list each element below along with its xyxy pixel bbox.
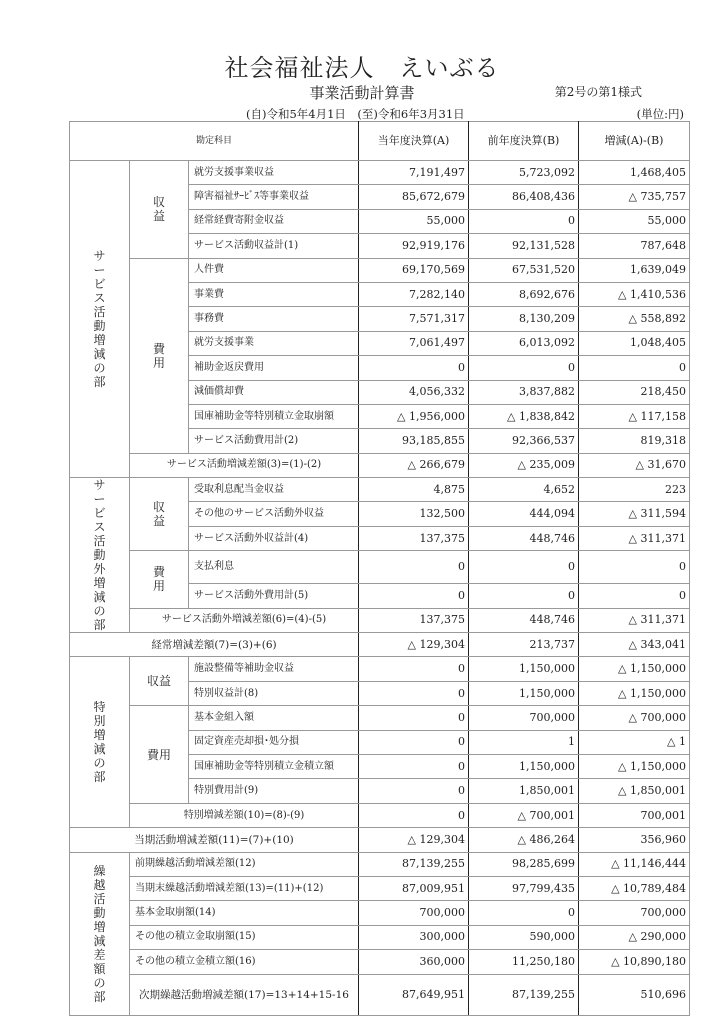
value-current: 85,672,679 — [359, 185, 469, 209]
table-row — [70, 608, 690, 632]
value-diff: △ 117,158 — [579, 404, 690, 428]
section-service-text: サービス活動増減の部 — [93, 249, 106, 390]
table-row — [70, 925, 690, 949]
account-label: 前期繰越活動増減差額(12) — [130, 852, 359, 876]
value-previous: △ 486,264 — [469, 828, 579, 852]
currency-unit: (単位:円) — [636, 107, 684, 121]
table-row — [70, 828, 690, 852]
subgroup-service-expense-text: 費用 — [152, 341, 165, 370]
final-label: 次期繰越活動増減差額(17)=13+14+15-16 — [130, 974, 359, 1015]
account-label: 就労支援事業収益 — [189, 161, 359, 185]
table-row — [70, 633, 690, 657]
value-current: 132,500 — [359, 502, 469, 526]
value-diff: 1,639,049 — [579, 258, 690, 282]
value-previous: 0 — [469, 584, 579, 608]
account-label: 当期末繰越活動増減差額(13)=(11)+(12) — [130, 876, 359, 900]
value-current: 0 — [359, 356, 469, 380]
section-nonservice-text: サービス活動外増減の部 — [93, 478, 106, 633]
section-special-text: 特別増減の部 — [93, 700, 106, 785]
subtotal-label: 特別増減差額(10)=(8)-(9) — [130, 803, 359, 827]
value-diff: 700,000 — [579, 901, 690, 925]
value-diff: △ 1,410,536 — [579, 282, 690, 306]
value-current: 0 — [359, 681, 469, 705]
value-previous: 700,000 — [469, 706, 579, 730]
value-diff: 1,468,405 — [579, 161, 690, 185]
value-diff: 510,696 — [579, 974, 690, 1015]
value-previous: 444,094 — [469, 502, 579, 526]
value-current: 0 — [359, 779, 469, 803]
value-previous: 1,150,000 — [469, 755, 579, 779]
account-label: 人件費 — [189, 258, 359, 282]
subgroup-special-income: 収益 — [130, 657, 189, 706]
value-current: 360,000 — [359, 950, 469, 974]
table-row — [70, 453, 690, 477]
table-row — [70, 803, 690, 827]
value-diff: 1,048,405 — [579, 331, 690, 355]
account-label: 就労支援事業 — [189, 331, 359, 355]
account-label: 施設整備等補助金収益 — [189, 657, 359, 681]
value-diff: △ 311,371 — [579, 608, 690, 632]
value-diff: △ 10,890,180 — [579, 950, 690, 974]
value-current: 300,000 — [359, 925, 469, 949]
table-row — [70, 950, 690, 974]
value-previous: 11,250,180 — [469, 950, 579, 974]
total-label: 経常増減差額(7)=(3)+(6) — [70, 633, 359, 657]
value-previous: 97,799,435 — [469, 876, 579, 900]
value-current: 87,139,255 — [359, 852, 469, 876]
account-label: サービス活動費用計(2) — [189, 429, 359, 453]
value-previous: 87,139,255 — [469, 974, 579, 1015]
value-diff: △ 10,789,484 — [579, 876, 690, 900]
value-current: 700,000 — [359, 901, 469, 925]
account-label: その他の積立金取崩額(15) — [130, 925, 359, 949]
value-diff: △ 311,594 — [579, 502, 690, 526]
value-diff: △ 31,670 — [579, 453, 690, 477]
table-row — [70, 974, 690, 1015]
organization-name: 社会福祉法人 えいぶる — [224, 54, 500, 82]
account-label: 特別収益計(8) — [189, 681, 359, 705]
account-label: 固定資産売却損･処分損 — [189, 730, 359, 754]
value-previous: 98,285,699 — [469, 852, 579, 876]
value-diff: △ 1,150,000 — [579, 657, 690, 681]
value-previous: 86,408,436 — [469, 185, 579, 209]
value-current: 0 — [359, 706, 469, 730]
header-account: 勘定科目 — [70, 122, 359, 161]
subgroup-nonservice-income — [130, 478, 189, 551]
value-diff: △ 558,892 — [579, 307, 690, 331]
subtotal-label: サービス活動増減差額(3)=(1)-(2) — [130, 453, 359, 477]
subgroup-service-income — [130, 161, 189, 259]
value-current: 0 — [359, 657, 469, 681]
value-previous: 1,150,000 — [469, 681, 579, 705]
account-label: 減価償却費 — [189, 380, 359, 404]
header-previous: 前年度決算(B) — [469, 122, 579, 161]
value-diff: △ 311,371 — [579, 526, 690, 550]
total-label: 当期活動増減差額(11)=(7)+(10) — [70, 828, 359, 852]
value-current: 7,282,140 — [359, 282, 469, 306]
section-carry-text: 繰越活動増減差額の部 — [93, 863, 106, 1004]
value-current: 4,056,332 — [359, 380, 469, 404]
value-diff: △ 735,757 — [579, 185, 690, 209]
value-previous: 1,150,000 — [469, 657, 579, 681]
value-diff: 700,001 — [579, 803, 690, 827]
value-diff: △ 1,850,001 — [579, 779, 690, 803]
value-diff: △ 1 — [579, 730, 690, 754]
value-diff: △ 700,000 — [579, 706, 690, 730]
form-number: 第2号の第1様式 — [554, 85, 642, 99]
value-diff: 819,318 — [579, 429, 690, 453]
value-previous: △ 700,001 — [469, 803, 579, 827]
value-current: △ 129,304 — [359, 633, 469, 657]
value-previous: 67,531,520 — [469, 258, 579, 282]
account-label: その他の積立金積立額(16) — [130, 950, 359, 974]
account-label: 基本金取崩額(14) — [130, 901, 359, 925]
value-diff: 356,960 — [579, 828, 690, 852]
value-previous: 448,746 — [469, 526, 579, 550]
subgroup-nonservice-income-text: 収益 — [152, 500, 165, 529]
value-previous: 0 — [469, 209, 579, 233]
account-label: 特別費用計(9) — [189, 779, 359, 803]
value-diff: △ 1,150,000 — [579, 755, 690, 779]
header-diff: 増減(A)-(B) — [579, 122, 690, 161]
header-row — [70, 122, 690, 161]
value-current: 0 — [359, 584, 469, 608]
value-diff: 218,450 — [579, 380, 690, 404]
account-label: サービス活動外費用計(5) — [189, 584, 359, 608]
subgroup-service-expense — [130, 258, 189, 453]
value-current: 137,375 — [359, 526, 469, 550]
value-current: 87,649,951 — [359, 974, 469, 1015]
value-diff: △ 11,146,444 — [579, 852, 690, 876]
value-previous: 590,000 — [469, 925, 579, 949]
value-diff: 223 — [579, 478, 690, 502]
value-current: 0 — [359, 730, 469, 754]
subgroup-nonservice-expense — [130, 551, 189, 608]
value-previous: 5,723,092 — [469, 161, 579, 185]
value-previous: 6,013,092 — [469, 331, 579, 355]
account-label: 支払利息 — [189, 551, 359, 584]
value-previous: 0 — [469, 901, 579, 925]
header-current: 当年度決算(A) — [359, 122, 469, 161]
subgroup-nonservice-expense-text: 費用 — [152, 565, 165, 594]
value-previous: 1,850,001 — [469, 779, 579, 803]
value-previous: 92,366,537 — [469, 429, 579, 453]
account-label: 受取利息配当金収益 — [189, 478, 359, 502]
table-row — [70, 478, 690, 502]
account-label: 国庫補助金等特別積立金取崩額 — [189, 404, 359, 428]
table-row — [70, 551, 690, 584]
value-diff: 0 — [579, 356, 690, 380]
value-current: 7,191,497 — [359, 161, 469, 185]
account-label: サービス活動外収益計(4) — [189, 526, 359, 550]
value-current: 137,375 — [359, 608, 469, 632]
subgroup-service-income-text: 収益 — [152, 195, 165, 224]
value-diff: 787,648 — [579, 234, 690, 258]
value-current: 7,571,317 — [359, 307, 469, 331]
value-previous: △ 235,009 — [469, 453, 579, 477]
section-special — [70, 657, 130, 828]
activity-statement-table — [69, 121, 690, 1016]
value-diff: △ 290,000 — [579, 925, 690, 949]
section-service — [70, 161, 130, 478]
value-previous: 8,130,209 — [469, 307, 579, 331]
subgroup-special-expense: 費用 — [130, 706, 189, 804]
value-current: 55,000 — [359, 209, 469, 233]
value-diff: △ 343,041 — [579, 633, 690, 657]
value-diff: △ 1,150,000 — [579, 681, 690, 705]
value-current: 0 — [359, 551, 469, 584]
value-previous: 0 — [469, 356, 579, 380]
account-label: 基本金組入額 — [189, 706, 359, 730]
table-row — [70, 852, 690, 876]
value-diff: 0 — [579, 584, 690, 608]
value-diff: 0 — [579, 551, 690, 584]
value-current: 0 — [359, 755, 469, 779]
account-label: 事業費 — [189, 282, 359, 306]
value-current: 69,170,569 — [359, 258, 469, 282]
value-previous: 4,652 — [469, 478, 579, 502]
value-previous: 3,837,882 — [469, 380, 579, 404]
account-label: その他のサービス活動外収益 — [189, 502, 359, 526]
value-current: 93,185,855 — [359, 429, 469, 453]
value-current: △ 1,956,000 — [359, 404, 469, 428]
subtotal-label: サービス活動外増減差額(6)=(4)-(5) — [130, 608, 359, 632]
value-current: △ 266,679 — [359, 453, 469, 477]
value-current: 87,009,951 — [359, 876, 469, 900]
value-previous: 8,692,676 — [469, 282, 579, 306]
value-previous: 0 — [469, 551, 579, 584]
account-label: 事務費 — [189, 307, 359, 331]
value-previous: 448,746 — [469, 608, 579, 632]
value-current: 0 — [359, 803, 469, 827]
table-row — [70, 258, 690, 282]
table-row — [70, 657, 690, 681]
table-body — [70, 161, 690, 1016]
account-label: サービス活動収益計(1) — [189, 234, 359, 258]
value-current: 7,061,497 — [359, 331, 469, 355]
account-label: 障害福祉ｻｰﾋﾞｽ等事業収益 — [189, 185, 359, 209]
table-row — [70, 161, 690, 185]
value-current: 4,875 — [359, 478, 469, 502]
account-label: 補助金返戻費用 — [189, 356, 359, 380]
value-current: △ 129,304 — [359, 828, 469, 852]
value-previous: 1 — [469, 730, 579, 754]
document-title: 事業活動計算書 — [309, 84, 415, 102]
section-carry — [70, 852, 130, 1015]
table-row — [70, 876, 690, 900]
value-previous: △ 1,838,842 — [469, 404, 579, 428]
table-row — [70, 706, 690, 730]
value-current: 92,919,176 — [359, 234, 469, 258]
value-diff: 55,000 — [579, 209, 690, 233]
section-nonservice — [70, 478, 130, 633]
account-label: 国庫補助金等特別積立金積立額 — [189, 755, 359, 779]
table-row — [70, 901, 690, 925]
account-label: 経常経費寄附金収益 — [189, 209, 359, 233]
value-previous: 213,737 — [469, 633, 579, 657]
value-previous: 92,131,528 — [469, 234, 579, 258]
fiscal-period: (自)令和5年4月1日 (至)令和6年3月31日 — [246, 107, 465, 121]
